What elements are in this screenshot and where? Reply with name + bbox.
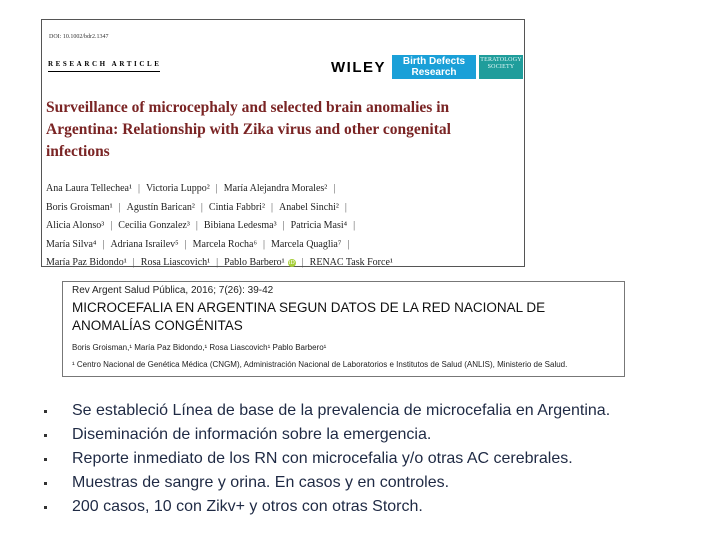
author-line: María Silva⁴ | Adriana Israilev⁵ | Marcela Rocha⁶ | Marcela Quaglia⁷ | [46,238,350,250]
author-line: María Paz Bidondo¹ | Rosa Liascovich¹ | Pablo Barbero¹ iD | RENAC Task Force¹ [46,257,393,268]
publisher-logo: WILEY [331,59,386,76]
author: Cecilia Gonzalez³ [118,220,190,231]
bullet-text: 200 casos, 10 con Zikv+ y otros con otras Storch. [72,498,423,515]
author: RENAC Task Force¹ [309,257,393,268]
bullet-icon [44,506,47,509]
author: Bibiana Ledesma³ [203,220,277,231]
doi: DOI: 10.1002/bdr2.1347 [49,34,109,40]
affiliation: ¹ Centro Nacional de Genética Médica (CNGM), Administración Nacional de Laboratorios e Institutos de Salud (ANLIS), Ministerio de Salud. [72,360,568,369]
journal-logo-line-2: Research [411,67,457,78]
bullet-item [0,471,720,495]
author-line: Ana Laura Tellechea¹ | Victoria Luppo² | María Alejandra Morales² | [46,183,336,194]
article-clipping-zika [41,19,525,267]
bullet-text: Muestras de sangre y orina. En casos y en controles. [72,474,450,491]
author: Alicia Alonso³ [46,220,105,231]
bullet-list [0,399,720,519]
bullet-icon [44,458,47,461]
society-logo-line-2: SOCIETY [487,63,515,70]
author: Ana Laura Tellechea¹ [46,183,132,194]
bullet-text: Reporte inmediato de los RN con microcefalia y/o otras AC cerebrales. [72,450,573,467]
author: Anabel Sinchi² [278,201,339,213]
author-list [46,180,522,273]
author: Victoria Luppo² [145,183,210,194]
author: Marcela Quaglia⁷ [270,238,342,250]
bullet-item [0,447,720,471]
bullet-icon [44,434,47,437]
author: Boris Groisman¹ [46,201,113,213]
bullet-item [0,495,720,519]
bullet-item [0,399,720,423]
bullet-text: Diseminación de información sobre la emergencia. [72,426,432,443]
author: Cintia Fabbri² [208,201,265,213]
society-logo-line-1: TERATOLOGY [480,57,522,63]
author: Rosa Liascovich¹ [140,257,211,268]
journal-logo [392,55,476,79]
author: María Alejandra Morales² [223,183,328,194]
bullet-text: Se estableció Línea de base de la prevalencia de microcefalia en Argentina. [72,402,611,419]
author-line: Alicia Alonso³ | Cecilia Gonzalez³ | Bibiana Ledesma³ | Patricia Masi⁴ | [46,220,356,231]
author-line: Boris Groisman¹ | Agustín Barican² | Cintia Fabbri² | Anabel Sinchi² | [46,201,347,213]
author: Patricia Masi⁴ [290,220,348,231]
journal-citation: Rev Argent Salud Pública, 2016; 7(26): 39-42 [72,285,274,296]
orcid-icon: iD [288,259,295,266]
article-type: RESEARCH ARTICLE [48,60,162,68]
bullet-item [0,423,720,447]
author: Pablo Barbero¹ [224,257,285,268]
author: María Silva⁴ [46,238,97,250]
article-title: Surveillance of microcephaly and selected brain anomalies in Argentina: Relationship with Zika virus and other congenital infections [46,99,451,160]
bullet-icon [44,482,47,485]
article-type-underline [48,71,160,72]
society-logo [479,55,523,79]
author: Adriana Israilev⁵ [110,238,179,250]
author: Marcela Rocha⁶ [192,238,257,250]
article-clipping-microcefalia [62,281,625,377]
author: María Paz Bidondo¹ [46,257,127,268]
bullet-icon [44,410,47,413]
author: Agustín Barican² [126,201,195,213]
author-list: Boris Groisman,¹ María Paz Bidondo,¹ Rosa Liascovich¹ Pablo Barbero¹ [72,343,327,352]
journal-logo-line-1: Birth Defects [402,56,466,67]
article-title: MICROCEFALIA EN ARGENTINA SEGUN DATOS DE LA RED NACIONAL DE ANOMALÍAS CONGÉNITAS [72,300,546,333]
